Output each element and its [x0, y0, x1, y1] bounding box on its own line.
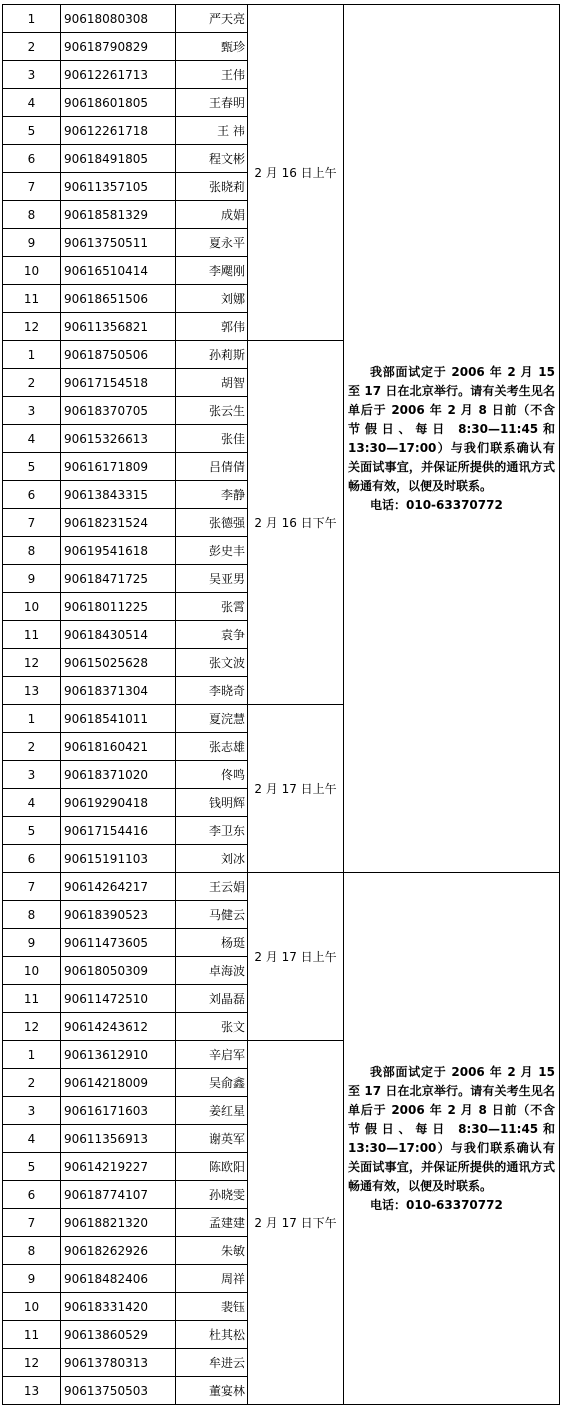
- row-number: 11: [3, 285, 61, 313]
- candidate-name: 孟建建: [176, 1209, 248, 1237]
- candidate-id: 90611356913: [61, 1125, 176, 1153]
- candidate-name: 夏永平: [176, 229, 248, 257]
- notice-text: 我部面试定于 2006 年 2 月 15 至 17 日在北京举行。请有关考生见名单后于 2006 年 2 月 8 日前（不含节假日、每日 8:30—11:45和 13:30—17:00）与我们联系确认有关面试事宜，并保证所提供的通讯方式畅通有效，以便及时联系。: [348, 364, 555, 493]
- row-number: 3: [3, 397, 61, 425]
- candidate-name: 王伟: [176, 61, 248, 89]
- candidate-id: 90613860529: [61, 1321, 176, 1349]
- row-number: 12: [3, 313, 61, 341]
- candidate-name: 李晓奇: [176, 677, 248, 705]
- row-number: 3: [3, 1097, 61, 1125]
- candidate-name: 张霄: [176, 593, 248, 621]
- row-number: 7: [3, 1209, 61, 1237]
- candidate-name: 张志雄: [176, 733, 248, 761]
- candidate-name: 裴钰: [176, 1293, 248, 1321]
- row-number: 2: [3, 33, 61, 61]
- candidate-name: 王云娟: [176, 873, 248, 901]
- candidate-name: 袁争: [176, 621, 248, 649]
- candidate-id: 90613843315: [61, 481, 176, 509]
- candidate-id: 90611472510: [61, 985, 176, 1013]
- candidate-id: 90617154416: [61, 817, 176, 845]
- row-number: 8: [3, 201, 61, 229]
- row-number: 9: [3, 229, 61, 257]
- candidate-name: 李飔刚: [176, 257, 248, 285]
- row-number: 1: [3, 5, 61, 33]
- row-number: 6: [3, 845, 61, 873]
- candidate-id: 90618080308: [61, 5, 176, 33]
- row-number: 7: [3, 509, 61, 537]
- row-number: 13: [3, 1377, 61, 1405]
- candidate-name: 卓海波: [176, 957, 248, 985]
- session-time: 2 月 16 日上午: [248, 5, 344, 341]
- candidate-name: 刘晶磊: [176, 985, 248, 1013]
- candidate-id: 90618160421: [61, 733, 176, 761]
- row-number: 7: [3, 173, 61, 201]
- notice-phone: 电话：010-63370772: [370, 497, 503, 512]
- candidate-name: 张云生: [176, 397, 248, 425]
- candidate-id: 90616171603: [61, 1097, 176, 1125]
- row-number: 11: [3, 985, 61, 1013]
- candidate-id: 90613612910: [61, 1041, 176, 1069]
- candidate-id: 90618370705: [61, 397, 176, 425]
- candidate-name: 成娟: [176, 201, 248, 229]
- candidate-name: 张文: [176, 1013, 248, 1041]
- row-number: 5: [3, 453, 61, 481]
- row-number: 6: [3, 481, 61, 509]
- candidate-name: 程文彬: [176, 145, 248, 173]
- candidate-name: 王 祎: [176, 117, 248, 145]
- candidate-id: 90615025628: [61, 649, 176, 677]
- row-number: 4: [3, 425, 61, 453]
- row-number: 12: [3, 1349, 61, 1377]
- row-number: 4: [3, 89, 61, 117]
- candidate-id: 90616171809: [61, 453, 176, 481]
- candidate-name: 胡智: [176, 369, 248, 397]
- candidate-name: 吴亚男: [176, 565, 248, 593]
- candidate-name: 陈欧阳: [176, 1153, 248, 1181]
- row-number: 11: [3, 621, 61, 649]
- row-number: 10: [3, 1293, 61, 1321]
- candidate-name: 张德强: [176, 509, 248, 537]
- notice-text: 我部面试定于 2006 年 2 月 15 至 17 日在北京举行。请有关考生见名单后于 2006 年 2 月 8 日前（不含节假日、每日 8:30—11:45和 13:30—17:00）与我们联系确认有关面试事宜，并保证所提供的通讯方式畅通有效，以便及时联系。: [348, 1064, 555, 1193]
- candidate-id: 90618331420: [61, 1293, 176, 1321]
- candidate-name: 彭史丰: [176, 537, 248, 565]
- candidate-id: 90614243612: [61, 1013, 176, 1041]
- candidate-name: 牟进云: [176, 1349, 248, 1377]
- candidate-name: 佟鸣: [176, 761, 248, 789]
- candidate-name: 马健云: [176, 901, 248, 929]
- candidate-name: 姜红星: [176, 1097, 248, 1125]
- candidate-name: 吕倩倩: [176, 453, 248, 481]
- candidate-id: 90618371304: [61, 677, 176, 705]
- row-number: 9: [3, 565, 61, 593]
- table-body: [3, 5, 560, 1405]
- row-number: 2: [3, 1069, 61, 1097]
- candidate-name: 朱敏: [176, 1237, 248, 1265]
- candidate-id: 90618011225: [61, 593, 176, 621]
- row-number: 5: [3, 1153, 61, 1181]
- candidate-id: 90618482406: [61, 1265, 176, 1293]
- candidate-name: 郭伟: [176, 313, 248, 341]
- candidate-id: 90613780313: [61, 1349, 176, 1377]
- candidate-id: 90618790829: [61, 33, 176, 61]
- candidate-id: 90618231524: [61, 509, 176, 537]
- candidate-id: 90613750511: [61, 229, 176, 257]
- candidate-id: 90618471725: [61, 565, 176, 593]
- candidate-id: 90611473605: [61, 929, 176, 957]
- row-number: 1: [3, 1041, 61, 1069]
- row-number: 3: [3, 761, 61, 789]
- candidate-name: 杨珽: [176, 929, 248, 957]
- candidate-id: 90618601805: [61, 89, 176, 117]
- row-number: 1: [3, 341, 61, 369]
- candidate-id: 90612261718: [61, 117, 176, 145]
- row-number: 11: [3, 1321, 61, 1349]
- row-number: 5: [3, 117, 61, 145]
- candidate-id: 90618390523: [61, 901, 176, 929]
- candidate-name: 张佳: [176, 425, 248, 453]
- candidate-schedule-table: [2, 4, 560, 1405]
- candidate-name: 严天亮: [176, 5, 248, 33]
- interview-notice: [344, 5, 560, 873]
- table-row: [3, 5, 560, 33]
- candidate-name: 辛启军: [176, 1041, 248, 1069]
- candidate-name: 张文波: [176, 649, 248, 677]
- candidate-id: 90619290418: [61, 789, 176, 817]
- candidate-id: 90618541011: [61, 705, 176, 733]
- candidate-id: 90618491805: [61, 145, 176, 173]
- candidate-name: 李静: [176, 481, 248, 509]
- candidate-id: 90618050309: [61, 957, 176, 985]
- row-number: 2: [3, 369, 61, 397]
- candidate-name: 钱明辉: [176, 789, 248, 817]
- session-time: 2 月 16 日下午: [248, 341, 344, 705]
- candidate-id: 90618750506: [61, 341, 176, 369]
- row-number: 12: [3, 1013, 61, 1041]
- candidate-name: 刘娜: [176, 285, 248, 313]
- row-number: 4: [3, 1125, 61, 1153]
- candidate-id: 90613750503: [61, 1377, 176, 1405]
- session-time: 2 月 17 日上午: [248, 705, 344, 873]
- candidate-id: 90618651506: [61, 285, 176, 313]
- candidate-name: 甄珍: [176, 33, 248, 61]
- notice-phone: 电话：010-63370772: [370, 1197, 503, 1212]
- candidate-name: 杜其松: [176, 1321, 248, 1349]
- row-number: 1: [3, 705, 61, 733]
- row-number: 6: [3, 1181, 61, 1209]
- row-number: 8: [3, 1237, 61, 1265]
- candidate-name: 王春明: [176, 89, 248, 117]
- row-number: 8: [3, 537, 61, 565]
- row-number: 12: [3, 649, 61, 677]
- session-time: 2 月 17 日上午: [248, 873, 344, 1041]
- candidate-name: 孙晓雯: [176, 1181, 248, 1209]
- candidate-id: 90615191103: [61, 845, 176, 873]
- row-number: 5: [3, 817, 61, 845]
- candidate-id: 90615326613: [61, 425, 176, 453]
- row-number: 9: [3, 1265, 61, 1293]
- row-number: 7: [3, 873, 61, 901]
- row-number: 4: [3, 789, 61, 817]
- candidate-id: 90614218009: [61, 1069, 176, 1097]
- row-number: 13: [3, 677, 61, 705]
- candidate-name: 董宴林: [176, 1377, 248, 1405]
- candidate-id: 90618430514: [61, 621, 176, 649]
- row-number: 8: [3, 901, 61, 929]
- candidate-id: 90618821320: [61, 1209, 176, 1237]
- candidate-id: 90618581329: [61, 201, 176, 229]
- candidate-name: 张晓莉: [176, 173, 248, 201]
- candidate-id: 90614219227: [61, 1153, 176, 1181]
- candidate-id: 90611357105: [61, 173, 176, 201]
- candidate-name: 吴俞鑫: [176, 1069, 248, 1097]
- candidate-name: 孙莉斯: [176, 341, 248, 369]
- candidate-id: 90618371020: [61, 761, 176, 789]
- interview-notice: [344, 873, 560, 1405]
- candidate-id: 90618774107: [61, 1181, 176, 1209]
- row-number: 10: [3, 257, 61, 285]
- candidate-id: 90616510414: [61, 257, 176, 285]
- candidate-id: 90618262926: [61, 1237, 176, 1265]
- candidate-name: 谢英军: [176, 1125, 248, 1153]
- candidate-id: 90619541618: [61, 537, 176, 565]
- candidate-id: 90617154518: [61, 369, 176, 397]
- candidate-name: 周祥: [176, 1265, 248, 1293]
- candidate-id: 90612261713: [61, 61, 176, 89]
- candidate-id: 90614264217: [61, 873, 176, 901]
- row-number: 3: [3, 61, 61, 89]
- candidate-name: 刘冰: [176, 845, 248, 873]
- candidate-name: 李卫东: [176, 817, 248, 845]
- row-number: 2: [3, 733, 61, 761]
- candidate-id: 90611356821: [61, 313, 176, 341]
- row-number: 6: [3, 145, 61, 173]
- table-row: [3, 873, 560, 901]
- session-time: 2 月 17 日下午: [248, 1041, 344, 1405]
- row-number: 9: [3, 929, 61, 957]
- row-number: 10: [3, 957, 61, 985]
- candidate-name: 夏浣慧: [176, 705, 248, 733]
- row-number: 10: [3, 593, 61, 621]
